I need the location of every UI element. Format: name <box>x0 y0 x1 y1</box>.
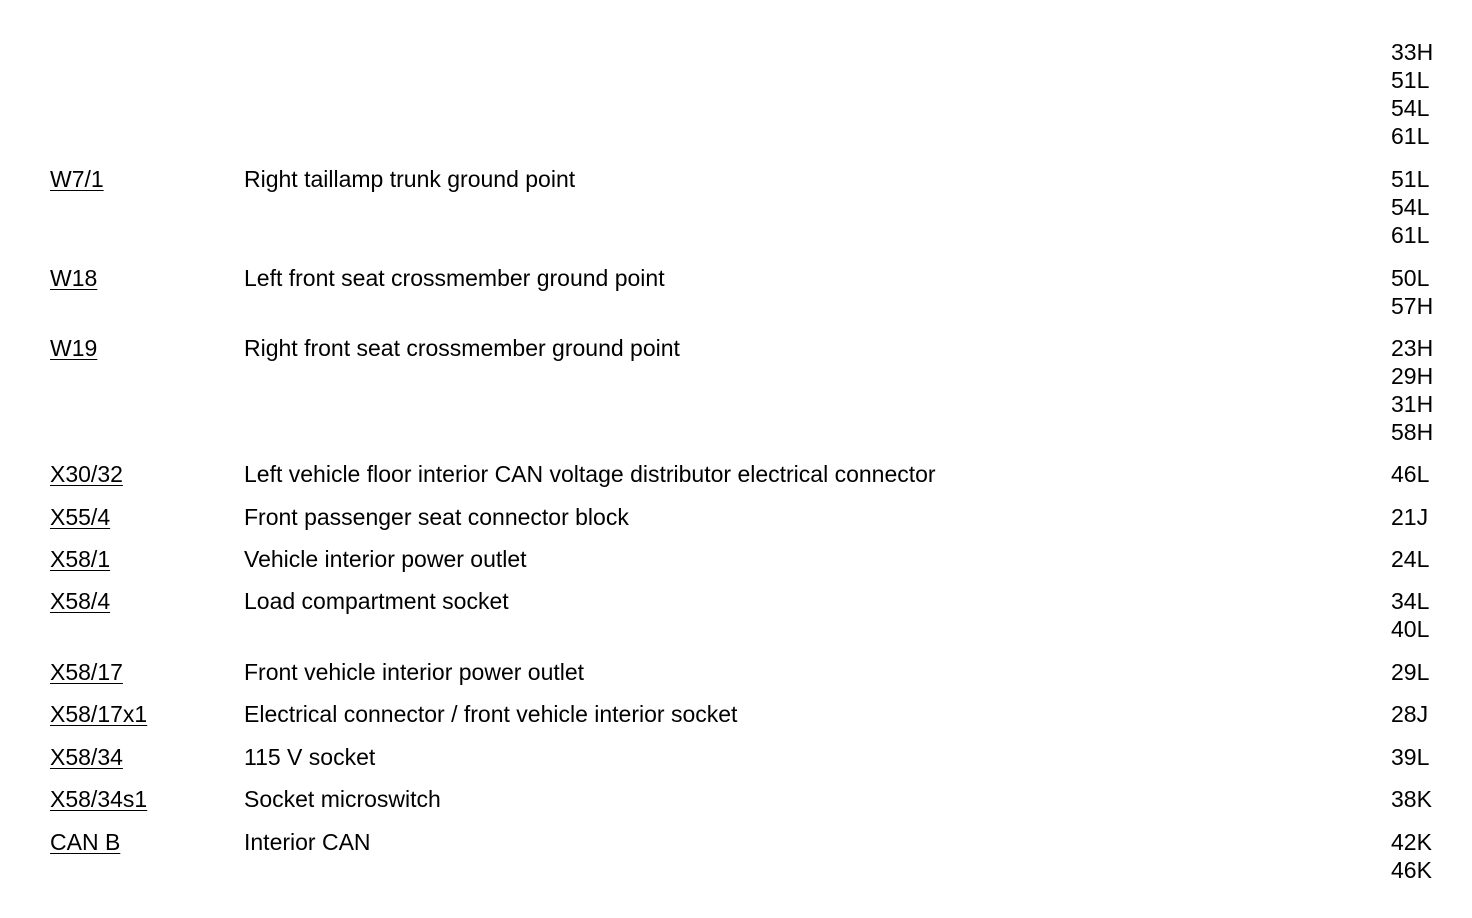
component-code-link[interactable]: X30/32 <box>50 461 123 487</box>
grid-ref[interactable]: 46K <box>1391 857 1432 883</box>
component-code-link[interactable]: X58/4 <box>50 588 111 614</box>
grid-ref[interactable]: 51L <box>1391 166 1430 192</box>
grid-refs <box>1391 828 1451 884</box>
grid-ref[interactable]: 29H <box>1391 363 1434 389</box>
grid-refs <box>1391 503 1451 531</box>
grid-ref[interactable]: 51L <box>1391 67 1430 93</box>
component-description: Interior CAN <box>244 829 371 855</box>
grid-refs <box>1391 743 1451 771</box>
grid-ref[interactable]: 58H <box>1391 419 1434 445</box>
grid-refs <box>1391 460 1451 488</box>
grid-ref[interactable]: 24L <box>1391 546 1430 572</box>
component-code-link[interactable]: CAN B <box>50 829 121 855</box>
grid-refs <box>1391 700 1451 728</box>
grid-ref[interactable]: 28J <box>1391 701 1429 727</box>
component-description: Right front seat crossmember ground point <box>244 335 680 361</box>
carryover-refs <box>1391 38 1451 150</box>
grid-ref[interactable]: 29L <box>1391 659 1430 685</box>
component-description: Electrical connector / front vehicle interior socket <box>244 701 738 727</box>
grid-ref[interactable]: 33H <box>1391 39 1434 65</box>
component-description: Vehicle interior power outlet <box>244 546 527 572</box>
grid-refs <box>1391 264 1451 320</box>
grid-ref[interactable]: 34L <box>1391 588 1430 614</box>
component-code-link[interactable]: W7/1 <box>50 166 104 192</box>
component-code-link[interactable]: X58/17x1 <box>50 701 148 727</box>
grid-ref[interactable]: 46L <box>1391 461 1430 487</box>
grid-refs <box>1391 658 1451 686</box>
grid-ref[interactable]: 54L <box>1391 95 1430 121</box>
grid-ref[interactable]: 38K <box>1391 786 1432 812</box>
component-code-link[interactable]: W18 <box>50 265 98 291</box>
grid-refs <box>1391 785 1451 813</box>
component-description: Left vehicle floor interior CAN voltage distributor electrical connector <box>244 461 936 487</box>
grid-ref[interactable]: 61L <box>1391 222 1430 248</box>
grid-ref[interactable]: 42K <box>1391 829 1432 855</box>
component-description: Front passenger seat connector block <box>244 504 629 530</box>
grid-ref[interactable]: 31H <box>1391 391 1434 417</box>
component-description: Right taillamp trunk ground point <box>244 166 576 192</box>
component-code-link[interactable]: X58/17 <box>50 659 123 685</box>
component-code-link[interactable]: W19 <box>50 335 98 361</box>
grid-ref[interactable]: 23H <box>1391 335 1434 361</box>
component-code-link[interactable]: X58/34 <box>50 744 123 770</box>
grid-ref[interactable]: 40L <box>1391 616 1430 642</box>
grid-refs <box>1391 165 1451 249</box>
component-description: 115 V socket <box>244 744 376 770</box>
component-description: Left front seat crossmember ground point <box>244 265 665 291</box>
component-description: Front vehicle interior power outlet <box>244 659 585 685</box>
grid-refs <box>1391 545 1451 573</box>
grid-ref[interactable]: 50L <box>1391 265 1430 291</box>
component-code-link[interactable]: X58/1 <box>50 546 111 572</box>
grid-ref[interactable]: 61L <box>1391 123 1430 149</box>
grid-ref[interactable]: 54L <box>1391 194 1430 220</box>
component-code-link[interactable]: X55/4 <box>50 504 111 530</box>
grid-refs <box>1391 334 1451 446</box>
component-code-link[interactable]: X58/34s1 <box>50 786 148 812</box>
grid-ref[interactable]: 57H <box>1391 293 1434 319</box>
grid-ref[interactable]: 21J <box>1391 504 1429 530</box>
component-description: Load compartment socket <box>244 588 509 614</box>
grid-refs <box>1391 587 1451 643</box>
component-description: Socket microswitch <box>244 786 441 812</box>
grid-ref[interactable]: 39L <box>1391 744 1430 770</box>
